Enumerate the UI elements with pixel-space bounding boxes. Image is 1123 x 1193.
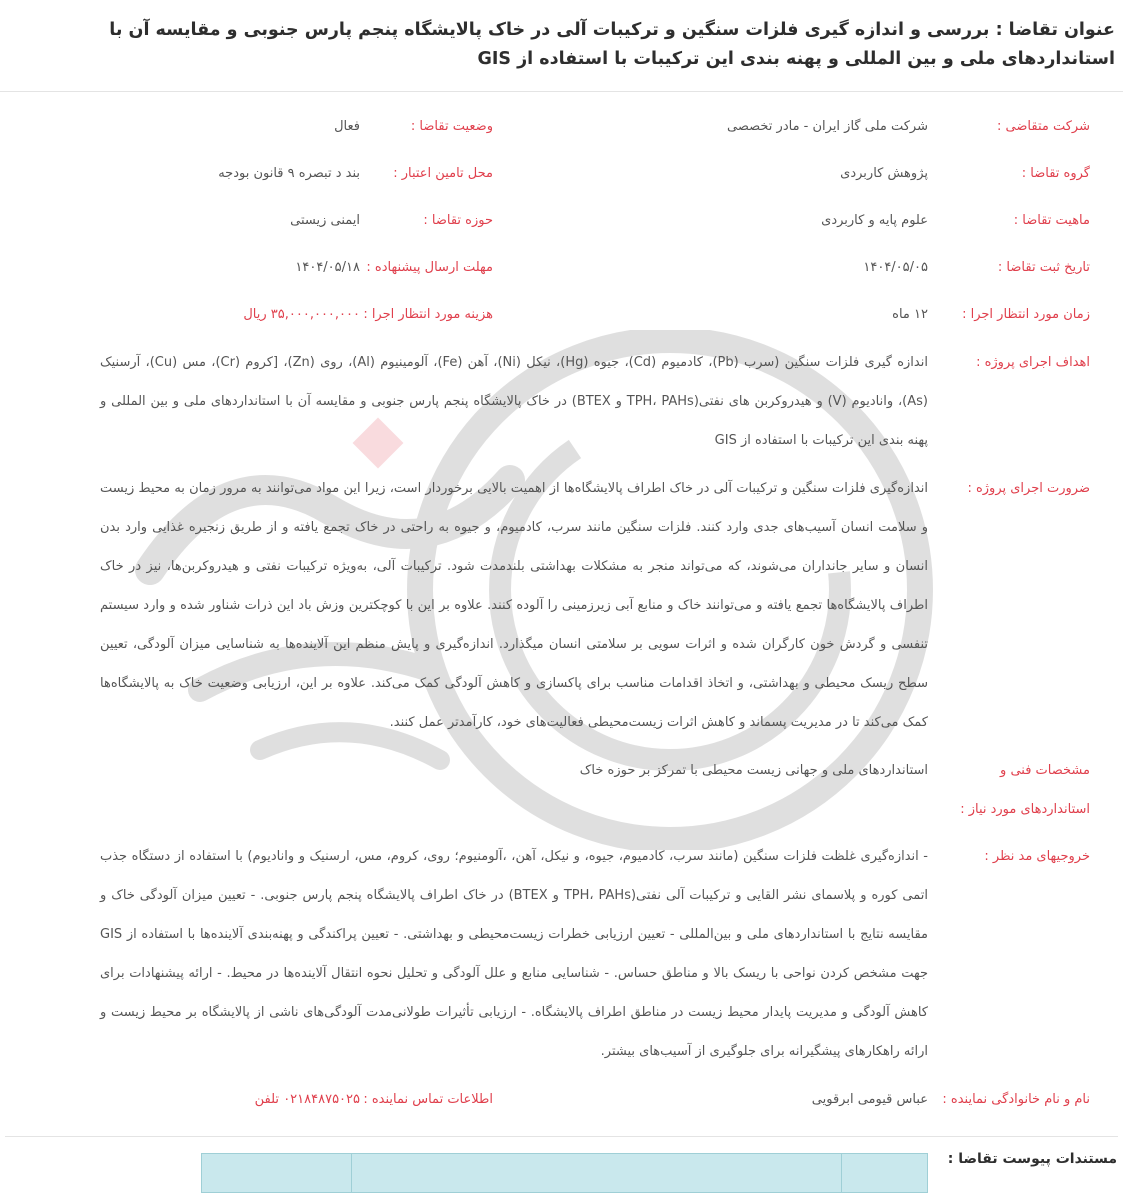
attachments-table-header [201,1153,928,1193]
status-value: فعال [334,119,360,134]
rep-name-label: نام و نام خانوادگی نماینده : [942,1092,1090,1107]
attachments-label: مستندات پیوست تقاضا : [947,1151,1117,1167]
status-label: وضعیت تقاضا : [410,119,493,134]
specs-text: استانداردهای ملی و جهانی زیست محیطی با تمرکز بر حوزه خاک [579,763,928,778]
funding-label: محل تامین اعتبار : [393,166,493,181]
nature-label: ماهیت تقاضا : [1013,213,1090,228]
outputs-label: خروجیهای مد نظر : [984,849,1090,864]
goals-label: اهداف اجرای پروژه : [976,355,1090,370]
attachments-col-3 [202,1154,351,1193]
attachments-col-2 [351,1154,841,1193]
rep-contact-label: اطلاعات تماس نماینده : [363,1092,493,1107]
specs-label-line2: استانداردهای مورد نیاز : [960,802,1090,817]
company-label: شرکت متقاضی : [997,119,1090,134]
deadline-label: مهلت ارسال پیشنهاده : [366,260,493,275]
reg-date-value: ۱۴۰۴/۰۵/۰۵ [863,260,928,275]
cost-value: ۳۵,۰۰۰,۰۰۰,۰۰۰ ریال [243,307,360,322]
rep-contact-value: ۰۲۱۸۴۸۷۵۰۲۵ تلفن [254,1092,360,1107]
outputs-text: - اندازه‌گیری غلظت فلزات سنگین (مانند سرب، کادمیوم، جیوه، و نیکل، آهن، ،آلومنیوم؛ روی، کروم، مس، ارسنیک و وانادیوم) با استفاده از دستگاه جذب اتمی کوره و پلاسمای نشر القایی و ترکیبات آلی نفتی(TPH، PAHs و BTEX) در خاک اطراف پالایشگاه پنجم پارس جنوبی. - تعیین میزان آلودگی خاک و مقایسه نتایج با استانداردهای ملی و بین‌المللی - تعیین ارزیابی خطرات زیست‌محیطی و بهداشتی. - تعیین پراکندگی و پهنه‌بندی آلاینده‌ها با استفاده از GIS جهت مشخص کردن نواحی با ریسک بالا و مناطق حساس. - شناسایی منابع و علل آلودگی و تحلیل نحوه انتقال آلاینده‌ها در محیط. - ارائه پیشنهادات برای کاهش آلودگی و مدیریت پایدار محیط زیست در مناطق اطراف پالایشگاه. - ارزیابی تأثیرات طولانی‌مدت آلودگی‌های ناشی از پالایشگاه بر محیط زیست و ارائه راهکارهای پیشگیرانه برای جلوگیری از آسیب‌های بیشتر. [100,849,928,1059]
page-title: عنوان تقاضا : بررسی و اندازه گیری فلزات سنگین و ترکیبات آلی در خاک پالایشگاه پنجم پارس جنوبی و مقایسه آن با استانداردهای ملی و بین المللی و پهنه بندی این ترکیبات با استفاده از GIS [109,20,1115,69]
necessity-label: ضرورت اجرای پروژه : [967,481,1090,496]
rep-name-value: عباس قیومی ابرقویی [811,1092,928,1107]
domain-value: ایمنی زیستی [290,213,360,228]
necessity-text: اندازه‌گیری فلزات سنگین و ترکیبات آلی در خاک اطراف پالایشگاه‌ها از اهمیت بالایی برخوردار است، زیرا این مواد می‌توانند به مرور زمان به محیط زیست و سلامت انسان آسیب‌های جدی وارد کنند. فلزات سنگین مانند سرب، کادمیوم، و جیوه به راحتی در خاک تجمع یافته و از طریق زنجیره غذایی وارد بدن انسان و سایر جانداران می‌شوند، که می‌تواند منجر به مشکلات بهداشتی بلندمدت شود. ترکیبات آلی، به‌ویژه ترکیبات نفتی و هیدروکربن‌ها، نیز در خاک اطراف پالایشگاه‌ها تجمع یافته و می‌توانند خاک و منابع آبی زیرزمینی را آلوده کنند. علاوه بر این با کوچکترین وزش باد این ذرات شناور شده و وارد سیستم تنفسی و گردش خون کارگران شده و اثرات سویی بر سلامتی انسان میگذارد. اندازه‌گیری و پایش منظم این آلاینده‌ها به شناسایی میزان آلودگی، تعیین سطح ریسک محیطی و بهداشتی، و اتخاذ اقدامات مناسب برای پاکسازی و کاهش آلودگی کمک می‌کند. علاوه بر این، ارزیابی وضعیت خاک به پالایشگاه‌ها کمک می‌کند تا در مدیریت پسماند و کاهش اثرات زیست‌محیطی فعالیت‌های خود، کارآمدتر عمل کنند. [100,481,928,730]
group-label: گروه تقاضا : [1021,166,1090,181]
deadline-value: ۱۴۰۴/۰۵/۱۸ [295,260,360,275]
nature-value: علوم پایه و کاربردی [821,213,928,228]
duration-value: ۱۲ ماه [892,307,928,322]
attachments-col-1 [841,1154,927,1193]
bottom-divider [5,1136,1118,1137]
cost-label: هزینه مورد انتظار اجرا : [363,307,493,322]
goals-text: اندازه گیری فلزات سنگین (سرب (Pb)، کادمیوم (Cd)، جیوه (Hg)، نیکل (Ni)، آهن (Fe)، آلومینیوم (Al)، روی (Zn)، [کروم (Cr)، مس (Cu)، آرسنیک (As)، وانادیوم (V) و هیدروکربن های نفتی(TPH، PAHs و BTEX) در خاک پالایشگاه پنجم پارس جنوبی و مقایسه آن با استانداردهای ملی و بین المللی و پهنه بندی این ترکیبات با استفاده از GIS [100,355,928,448]
domain-label: حوزه تقاضا : [423,213,493,228]
duration-label: زمان مورد انتظار اجرا : [962,307,1090,322]
title-divider [0,91,1123,92]
funding-value: بند د تبصره ۹ قانون بودجه [218,166,360,181]
specs-label-line1: مشخصات فنی و [1000,763,1090,778]
reg-date-label: تاریخ ثبت تقاضا : [997,260,1090,275]
company-value: شرکت ملی گاز ایران - مادر تخصصی [727,119,928,134]
group-value: پژوهش کاربردی [840,166,928,181]
